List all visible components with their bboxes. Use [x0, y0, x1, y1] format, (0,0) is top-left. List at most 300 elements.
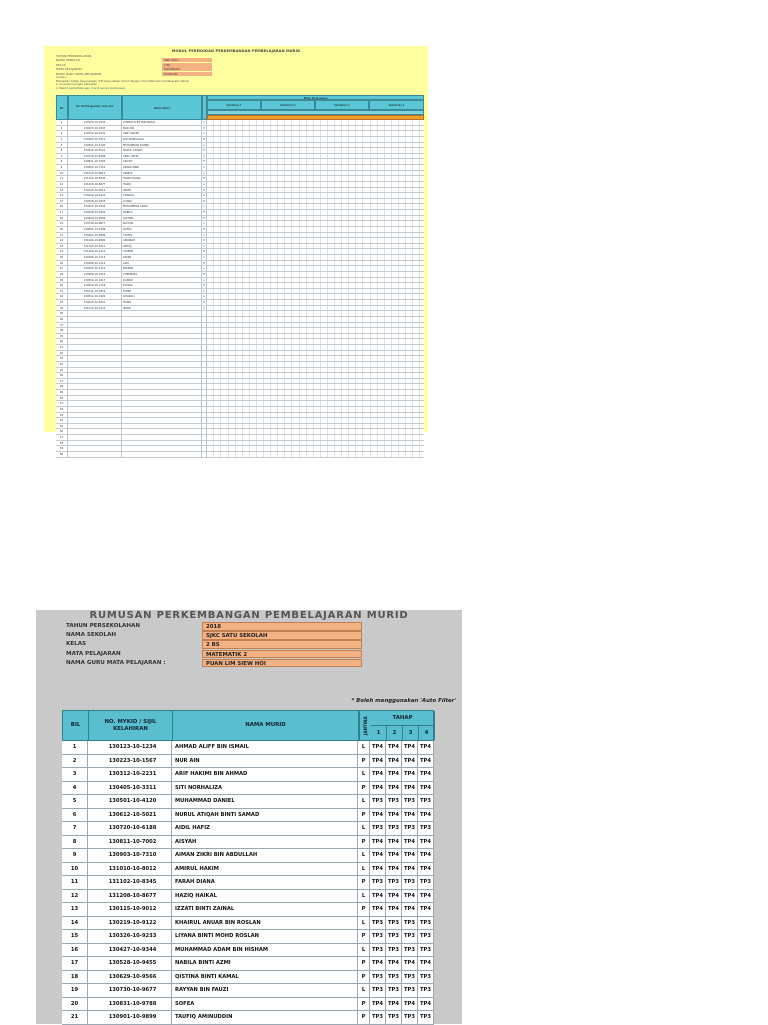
cell-no[interactable]: 11	[56, 176, 68, 182]
cell-no[interactable]: 59	[56, 446, 68, 452]
cell-tp[interactable]: TP3	[402, 984, 418, 998]
cell-ic[interactable]: 130405-10-3311	[88, 782, 172, 796]
cell-name[interactable]: AMIRUL	[122, 171, 202, 177]
cell-no[interactable]: 8	[56, 159, 68, 165]
cell-jantina[interactable]: P	[358, 903, 370, 917]
cell-tp[interactable]: TP4	[370, 903, 386, 917]
cell-jantina[interactable]: P	[202, 210, 207, 216]
cell-tp[interactable]: TP4	[418, 957, 434, 971]
cell-tp[interactable]: TP3	[418, 822, 434, 836]
cell-bil[interactable]: 6	[62, 809, 88, 823]
cell-ic[interactable]: 130811-10-7002	[88, 836, 172, 850]
cell-tp[interactable]: TP4	[402, 755, 418, 769]
cell-jantina[interactable]: L	[202, 266, 207, 272]
cell-bil[interactable]: 13	[62, 903, 88, 917]
cell-name[interactable]: MUHAMMAD DANIEL	[122, 143, 202, 149]
cell-tp[interactable]: TP3	[402, 795, 418, 809]
cell-ic[interactable]: 130408-10-1516	[68, 272, 122, 278]
cell-bil[interactable]: 1	[62, 741, 88, 755]
cell-name[interactable]: HAZIQ HAIKAL	[172, 890, 358, 904]
cell-no[interactable]: 3	[56, 131, 68, 137]
cell-tp[interactable]: TP4	[386, 849, 402, 863]
cell-name[interactable]: LIYANA	[122, 199, 202, 205]
cell-no[interactable]: 37	[56, 323, 68, 329]
cell-no[interactable]: 57	[56, 435, 68, 441]
cell-name[interactable]: NURUL ATIQAH	[122, 148, 202, 154]
cell-tp[interactable]: TP3	[418, 971, 434, 985]
cell-no[interactable]: 18	[56, 216, 68, 222]
cell-jantina[interactable]: L	[358, 741, 370, 755]
cell-ic[interactable]: 130903-10-7310	[68, 165, 122, 171]
cell-tp[interactable]: TP4	[418, 849, 434, 863]
cell-ic[interactable]: 131102-10-8345	[68, 176, 122, 182]
cell-no[interactable]: 58	[56, 441, 68, 447]
cell-name[interactable]: AIDIL HAFIZ	[122, 154, 202, 160]
cell-name[interactable]: SOFEA	[122, 227, 202, 233]
cell-tp[interactable]: TP4	[370, 998, 386, 1012]
cell-bil[interactable]: 17	[62, 957, 88, 971]
cell-tp[interactable]: TP3	[386, 876, 402, 890]
cell-jantina[interactable]: P	[202, 300, 207, 306]
cell-jantina[interactable]: P	[358, 1011, 370, 1025]
cell-tp[interactable]: TP4	[402, 782, 418, 796]
cell-ic[interactable]: 130901-10-9899	[68, 233, 122, 239]
cell-tp[interactable]: TP4	[370, 741, 386, 755]
cell-ic[interactable]: 130730-10-9677	[68, 221, 122, 227]
cell-no[interactable]: 7	[56, 154, 68, 160]
cell-tp[interactable]: TP4	[386, 741, 402, 755]
cell-jantina[interactable]: P	[358, 998, 370, 1012]
cell-no[interactable]: 23	[56, 244, 68, 250]
cell-name[interactable]: GHAZALI	[122, 294, 202, 300]
cell-name[interactable]: FAHMI	[122, 289, 202, 295]
cell-bil[interactable]: 8	[62, 836, 88, 850]
cell-no[interactable]: 47	[56, 379, 68, 385]
cell-tp[interactable]: TP4	[402, 957, 418, 971]
cell-jantina[interactable]: L	[202, 171, 207, 177]
cell-no[interactable]: 26	[56, 261, 68, 267]
cell-jantina[interactable]: P	[358, 836, 370, 850]
cell-ic[interactable]: 131014-10-2122	[68, 306, 122, 312]
cell-tp[interactable]: TP4	[370, 836, 386, 850]
cell-jantina[interactable]: P	[358, 930, 370, 944]
cell-tp[interactable]: TP3	[402, 971, 418, 985]
cell-tp[interactable]: TP3	[386, 1011, 402, 1025]
cell-tp[interactable]: TP4	[386, 998, 402, 1012]
cell-ic[interactable]: 130206-10-1314	[68, 261, 122, 267]
cell-tp[interactable]: TP3	[370, 944, 386, 958]
cell-tp[interactable]: TP4	[386, 836, 402, 850]
cell-jantina[interactable]: P	[202, 126, 207, 132]
cell-tp[interactable]: TP3	[370, 984, 386, 998]
cell-no[interactable]: 46	[56, 373, 68, 379]
cell-name[interactable]: NABILA BINTI AZMI	[172, 957, 358, 971]
info-value[interactable]: PUAN LIM	[162, 72, 212, 76]
cell-tp[interactable]: TP4	[418, 836, 434, 850]
cell-name[interactable]: QISTINA BINTI KAMAL	[172, 971, 358, 985]
cell-tp[interactable]: TP4	[418, 903, 434, 917]
cell-ic[interactable]: 130509-10-1617	[68, 278, 122, 284]
cell-ic[interactable]: 130629-10-9566	[88, 971, 172, 985]
score-cells[interactable]	[207, 452, 424, 458]
cell-no[interactable]: 44	[56, 362, 68, 368]
cell-tp[interactable]: TP4	[386, 768, 402, 782]
cell-tp[interactable]: TP4	[418, 768, 434, 782]
cell-name[interactable]: ZAHIN	[122, 255, 202, 261]
cell-ic[interactable]: 130528-10-9455	[88, 957, 172, 971]
info-value[interactable]	[162, 54, 212, 58]
cell-no[interactable]: 21	[56, 233, 68, 239]
cell-ic[interactable]: 130115-10-9012	[88, 903, 172, 917]
cell-no[interactable]: 5	[56, 143, 68, 149]
info-value[interactable]: MATEMATIK	[162, 67, 212, 71]
cell-jantina[interactable]: L	[202, 233, 207, 239]
cell-tp[interactable]: TP4	[402, 809, 418, 823]
cell-ic[interactable]: 130405-10-3311	[68, 137, 122, 143]
cell-tp[interactable]: TP4	[418, 890, 434, 904]
cell-tp[interactable]: TP4	[402, 890, 418, 904]
info-value[interactable]: PUAN LIM SIEW HOI	[202, 659, 362, 668]
cell-tp[interactable]: TP4	[418, 809, 434, 823]
cell-ic[interactable]: 130326-10-9233	[88, 930, 172, 944]
cell-tp[interactable]: TP3	[386, 795, 402, 809]
cell-no[interactable]: 55	[56, 424, 68, 430]
cell-bil[interactable]: 15	[62, 930, 88, 944]
cell-jantina[interactable]: L	[202, 120, 207, 126]
cell-jantina[interactable]: P	[202, 227, 207, 233]
cell-tp[interactable]: TP3	[370, 822, 386, 836]
cell-bil[interactable]: 12	[62, 890, 88, 904]
cell-tp[interactable]: TP4	[402, 903, 418, 917]
cell-tp[interactable]: TP3	[418, 876, 434, 890]
cell-ic[interactable]: 130913-10-2021	[68, 300, 122, 306]
cell-name[interactable]: KHAIRUL ANUAR BIN ROSLAN	[172, 917, 358, 931]
info-value[interactable]: 2 BS	[202, 640, 362, 649]
cell-name[interactable]: QISTINA	[122, 216, 202, 222]
cell-no[interactable]: 52	[56, 407, 68, 413]
cell-tp[interactable]: TP4	[402, 836, 418, 850]
cell-jantina[interactable]: P	[202, 199, 207, 205]
cell-jantina[interactable]: P	[202, 283, 207, 289]
cell-jantina[interactable]: L	[202, 294, 207, 300]
cell-ic[interactable]: 130105-10-1213	[68, 255, 122, 261]
cell-name[interactable]: ARIF HAKIMI	[122, 131, 202, 137]
cell-no[interactable]: 39	[56, 334, 68, 340]
cell-no[interactable]: 2	[56, 126, 68, 132]
info-value[interactable]: 2018	[202, 622, 362, 631]
cell-name[interactable]: WAFIQ	[122, 244, 202, 250]
cell-tp[interactable]: TP4	[418, 998, 434, 1012]
cell-no[interactable]: 29	[56, 278, 68, 284]
cell-ic[interactable]: 130629-10-9566	[68, 216, 122, 222]
cell-bil[interactable]: 9	[62, 849, 88, 863]
cell-no[interactable]: 28	[56, 272, 68, 278]
cell-name[interactable]: TAUFIQ AMINUDDIN	[172, 1011, 358, 1025]
cell-name[interactable]: RAYYAN	[122, 221, 202, 227]
cell-ic[interactable]: 130720-10-6188	[68, 154, 122, 160]
cell-no[interactable]: 19	[56, 221, 68, 227]
cell-name[interactable]: SOFEA	[172, 998, 358, 1012]
cell-ic[interactable]: 130312-10-2231	[68, 131, 122, 137]
cell-bil[interactable]: 18	[62, 971, 88, 985]
cell-jantina[interactable]: L	[202, 289, 207, 295]
cell-no[interactable]: 53	[56, 413, 68, 419]
cell-no[interactable]: 25	[56, 255, 68, 261]
cell-tp[interactable]: TP3	[370, 971, 386, 985]
cell-jantina[interactable]: L	[202, 306, 207, 312]
cell-tp[interactable]: TP3	[402, 917, 418, 931]
cell-tp[interactable]: TP3	[370, 876, 386, 890]
info-value[interactable]: SJKC SATU	[162, 58, 212, 62]
cell-no[interactable]: 31	[56, 289, 68, 295]
cell-tp[interactable]: TP4	[402, 849, 418, 863]
cell-jantina[interactable]: L	[358, 917, 370, 931]
cell-name[interactable]	[122, 452, 202, 458]
cell-no[interactable]: 1	[56, 120, 68, 126]
cell-name[interactable]: BAHRIN	[122, 266, 202, 272]
cell-tp[interactable]: TP3	[402, 930, 418, 944]
cell-no[interactable]: 48	[56, 384, 68, 390]
cell-name[interactable]: MUHAMMAD ADAM	[122, 204, 202, 210]
cell-name[interactable]: FARAH DIANA	[172, 876, 358, 890]
cell-no[interactable]: 15	[56, 199, 68, 205]
cell-no[interactable]: 42	[56, 351, 68, 357]
cell-no[interactable]: 24	[56, 249, 68, 255]
cell-tp[interactable]: TP4	[370, 755, 386, 769]
cell-ic[interactable]: 130711-10-1819	[68, 289, 122, 295]
cell-ic[interactable]: 130501-10-4120	[68, 143, 122, 149]
cell-name[interactable]: AIMAN ZIKRI	[122, 165, 202, 171]
cell-ic[interactable]: 130123-10-1234	[88, 741, 172, 755]
cell-name[interactable]: NABILA	[122, 210, 202, 216]
cell-jantina[interactable]: P	[202, 249, 207, 255]
cell-ic[interactable]: 131010-10-8012	[68, 171, 122, 177]
cell-ic[interactable]: 130528-10-9455	[68, 210, 122, 216]
cell-name[interactable]: ARIF HAKIMI BIN AHMAD	[172, 768, 358, 782]
cell-tp[interactable]: TP4	[370, 890, 386, 904]
cell-no[interactable]: 54	[56, 418, 68, 424]
cell-no[interactable]: 27	[56, 266, 68, 272]
cell-name[interactable]: SITI NORHALIZA	[122, 137, 202, 143]
cell-tp[interactable]: TP4	[386, 890, 402, 904]
cell-no[interactable]: 45	[56, 368, 68, 374]
cell-tp[interactable]: TP3	[402, 876, 418, 890]
cell-ic[interactable]: 130831-10-9788	[68, 227, 122, 233]
cell-ic[interactable]: 130612-10-5021	[88, 809, 172, 823]
cell-ic[interactable]: 130307-10-1415	[68, 266, 122, 272]
cell-ic[interactable]: 130123-10-1234	[68, 120, 122, 126]
cell-jantina[interactable]: P	[202, 137, 207, 143]
cell-tp[interactable]: TP3	[402, 944, 418, 958]
cell-ic[interactable]: 130219-10-9122	[88, 917, 172, 931]
cell-no[interactable]: 56	[56, 429, 68, 435]
cell-tp[interactable]: TP4	[402, 741, 418, 755]
cell-jantina[interactable]: P	[202, 148, 207, 154]
cell-no[interactable]: 60	[56, 452, 68, 458]
cell-tp[interactable]: TP3	[370, 1011, 386, 1025]
cell-no[interactable]: 40	[56, 339, 68, 345]
cell-bil[interactable]: 16	[62, 944, 88, 958]
cell-jantina[interactable]: L	[358, 822, 370, 836]
cell-no[interactable]: 35	[56, 311, 68, 317]
cell-name[interactable]: TAUFIQ	[122, 233, 202, 239]
cell-tp[interactable]: TP3	[386, 944, 402, 958]
cell-tp[interactable]: TP3	[386, 930, 402, 944]
cell-ic[interactable]: 130427-10-9344	[88, 944, 172, 958]
cell-tp[interactable]: TP3	[370, 930, 386, 944]
cell-tp[interactable]: TP3	[386, 971, 402, 985]
cell-tp[interactable]: TP4	[418, 782, 434, 796]
cell-tp[interactable]: TP3	[418, 944, 434, 958]
cell-tp[interactable]: TP4	[402, 768, 418, 782]
cell-bil[interactable]: 2	[62, 755, 88, 769]
cell-ic[interactable]: 131208-10-8677	[68, 182, 122, 188]
cell-no[interactable]: 51	[56, 401, 68, 407]
cell-name[interactable]: IRFAN	[122, 306, 202, 312]
cell-tp[interactable]: TP4	[370, 809, 386, 823]
cell-jantina[interactable]: P	[202, 188, 207, 194]
cell-ic[interactable]: 131103-10-1011	[68, 244, 122, 250]
info-value[interactable]: MATEMATIK 2	[202, 650, 362, 659]
cell-name[interactable]: ALYA	[122, 261, 202, 267]
cell-ic[interactable]: 130812-10-1920	[68, 294, 122, 300]
cell-jantina[interactable]: P	[358, 971, 370, 985]
cell-jantina[interactable]: L	[358, 768, 370, 782]
cell-name[interactable]: AISYAH	[122, 159, 202, 165]
cell-ic[interactable]: 130219-10-9122	[68, 193, 122, 199]
cell-tp[interactable]: TP4	[386, 863, 402, 877]
cell-ic[interactable]: 130901-10-9899	[88, 1011, 172, 1025]
cell-name[interactable]: NUR AIN	[172, 755, 358, 769]
cell-ic[interactable]: 130326-10-9233	[68, 199, 122, 205]
cell-name[interactable]: AIDIL HAFIZ	[172, 822, 358, 836]
cell-bil[interactable]: 5	[62, 795, 88, 809]
cell-tp[interactable]: TP3	[418, 930, 434, 944]
cell-jantina[interactable]: L	[202, 204, 207, 210]
cell-ic[interactable]: 130115-10-9012	[68, 188, 122, 194]
cell-name[interactable]: FARAH DIANA	[122, 176, 202, 182]
cell-no[interactable]: 43	[56, 356, 68, 362]
cell-jantina[interactable]: P	[358, 809, 370, 823]
cell-bil[interactable]: 14	[62, 917, 88, 931]
cell-jantina[interactable]: L	[202, 193, 207, 199]
cell-bil[interactable]: 7	[62, 822, 88, 836]
cell-jantina[interactable]: P	[202, 216, 207, 222]
cell-jantina[interactable]: L	[202, 255, 207, 261]
cell-ic[interactable]: 131208-10-8677	[88, 890, 172, 904]
cell-ic[interactable]: 130223-10-1567	[88, 755, 172, 769]
cell-ic[interactable]: 131010-10-8012	[88, 863, 172, 877]
cell-tp[interactable]: TP4	[402, 998, 418, 1012]
cell-no[interactable]: 41	[56, 345, 68, 351]
cell-name[interactable]: AISYAH	[172, 836, 358, 850]
cell-no[interactable]: 17	[56, 210, 68, 216]
cell-ic[interactable]	[68, 452, 122, 458]
cell-jantina[interactable]: L	[202, 221, 207, 227]
cell-name[interactable]: MUHAMMAD ADAM BIN HISHAM	[172, 944, 358, 958]
cell-jantina[interactable]: L	[202, 165, 207, 171]
cell-jantina[interactable]: P	[202, 272, 207, 278]
cell-tp[interactable]: TP3	[418, 1011, 434, 1025]
cell-no[interactable]: 32	[56, 294, 68, 300]
cell-no[interactable]: 30	[56, 283, 68, 289]
cell-ic[interactable]: 130312-10-2231	[88, 768, 172, 782]
cell-tp[interactable]: TP3	[402, 822, 418, 836]
cell-tp[interactable]: TP3	[386, 917, 402, 931]
cell-tp[interactable]: TP3	[386, 822, 402, 836]
cell-jantina[interactable]: L	[358, 890, 370, 904]
cell-name[interactable]: ELYSHA	[122, 283, 202, 289]
cell-ic[interactable]: 131204-10-1112	[68, 249, 122, 255]
cell-jantina[interactable]: P	[202, 159, 207, 165]
cell-name[interactable]: KHAIRUL	[122, 193, 202, 199]
cell-tp[interactable]: TP4	[418, 755, 434, 769]
cell-tp[interactable]: TP4	[386, 782, 402, 796]
cell-no[interactable]: 12	[56, 182, 68, 188]
cell-bil[interactable]: 11	[62, 876, 88, 890]
cell-tp[interactable]: TP3	[402, 1011, 418, 1025]
cell-no[interactable]: 13	[56, 188, 68, 194]
cell-no[interactable]: 14	[56, 193, 68, 199]
cell-jantina[interactable]: P	[202, 176, 207, 182]
cell-bil[interactable]: 10	[62, 863, 88, 877]
cell-no[interactable]: 22	[56, 238, 68, 244]
cell-tp[interactable]: TP4	[386, 809, 402, 823]
cell-name[interactable]: IZZATI	[122, 188, 202, 194]
cell-tp[interactable]: TP4	[370, 957, 386, 971]
cell-name[interactable]: HANIS	[122, 300, 202, 306]
cell-name[interactable]: MUHAMMAD DANIEL	[172, 795, 358, 809]
cell-ic[interactable]: 130903-10-7310	[88, 849, 172, 863]
cell-jantina[interactable]: L	[358, 795, 370, 809]
cell-tp[interactable]: TP4	[370, 863, 386, 877]
cell-jantina[interactable]: P	[358, 755, 370, 769]
cell-name[interactable]: SITI NORHALIZA	[172, 782, 358, 796]
cell-tp[interactable]: TP4	[386, 755, 402, 769]
cell-jantina[interactable]: L	[202, 182, 207, 188]
cell-bil[interactable]: 21	[62, 1011, 88, 1025]
cell-name[interactable]: AHMAD ALIFF BIN ISMAIL	[172, 741, 358, 755]
cell-name[interactable]: HAZIQ	[122, 182, 202, 188]
cell-no[interactable]: 9	[56, 165, 68, 171]
cell-ic[interactable]: 130831-10-9788	[88, 998, 172, 1012]
cell-no[interactable]: 49	[56, 390, 68, 396]
cell-bil[interactable]: 20	[62, 998, 88, 1012]
cell-ic[interactable]: 130501-10-4120	[88, 795, 172, 809]
cell-tp[interactable]: TP4	[418, 741, 434, 755]
cell-ic[interactable]: 130427-10-9344	[68, 204, 122, 210]
cell-jantina[interactable]: L	[358, 863, 370, 877]
cell-jantina[interactable]: L	[202, 131, 207, 137]
cell-tp[interactable]: TP3	[386, 984, 402, 998]
cell-tp[interactable]: TP4	[370, 849, 386, 863]
info-value[interactable]: SJKC SATU SEKOLAH	[202, 631, 362, 640]
cell-jantina[interactable]: L	[202, 154, 207, 160]
cell-name[interactable]: DANISH	[122, 278, 202, 284]
cell-name[interactable]: YASMIN	[122, 249, 202, 255]
cell-jantina[interactable]: P	[202, 238, 207, 244]
cell-no[interactable]: 6	[56, 148, 68, 154]
cell-ic[interactable]: 130223-10-1567	[68, 126, 122, 132]
cell-tp[interactable]: TP3	[370, 917, 386, 931]
cell-name[interactable]: NURUL ATIQAH BINTI SAMAD	[172, 809, 358, 823]
cell-jantina[interactable]: L	[202, 143, 207, 149]
cell-ic[interactable]: 130610-10-1718	[68, 283, 122, 289]
cell-tp[interactable]: TP3	[370, 795, 386, 809]
cell-bil[interactable]: 3	[62, 768, 88, 782]
cell-tp[interactable]: TP4	[418, 863, 434, 877]
cell-name[interactable]: RAYYAN BIN FAUZI	[172, 984, 358, 998]
